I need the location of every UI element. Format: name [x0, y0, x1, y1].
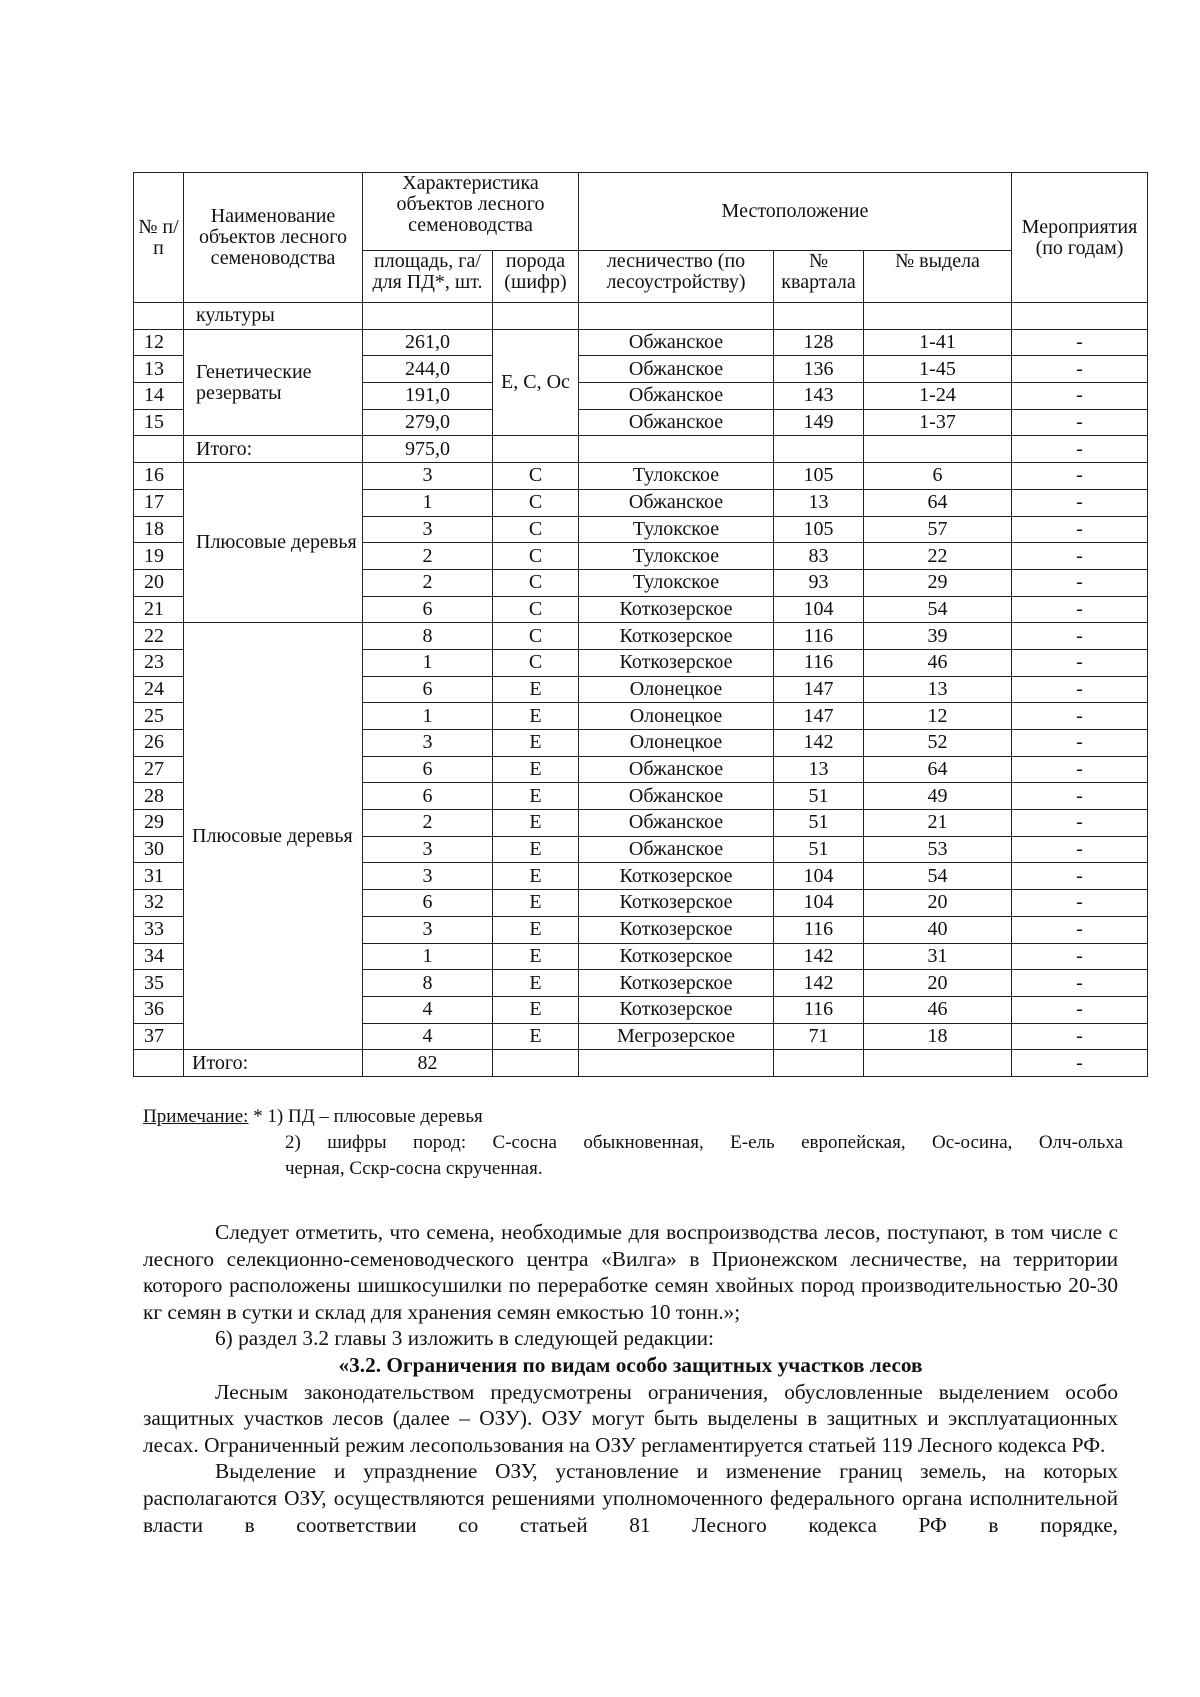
cell-species: С — [493, 623, 579, 650]
cell-empty — [363, 303, 493, 330]
paragraph-seed-center: Следует отметить, что семена, необходимые для воспроизводства лесов, поступают, в том числе с лесного селекционно-семеноводческого центра «Вилга» в Прионежском лесничестве, на территории которого расположены шишкосушилки по переработке семян хвойных пород производительностью 20-30 кг семян в сутки и склад для хранения семян емкостью 10 тонн.»; — [143, 1220, 1118, 1324]
header-characteristics: Характеристика объектов лесного семеноводства — [363, 173, 579, 251]
cell-empty — [1012, 303, 1148, 330]
cell-quarter: 13 — [774, 489, 864, 516]
cell-total-label: Итого: — [184, 436, 363, 463]
cell-num: 23 — [134, 649, 184, 676]
cell-forestry: Коткозерское — [579, 996, 774, 1023]
table-row-total — [134, 436, 1148, 463]
cell-section: 20 — [864, 890, 1012, 917]
cell-area: 1 — [363, 489, 493, 516]
cell-section: 18 — [864, 1023, 1012, 1050]
cell-measures: - — [1012, 516, 1148, 543]
cell-num: 17 — [134, 489, 184, 516]
cell-total-label: Итого: — [184, 1050, 363, 1077]
cell-num: 27 — [134, 756, 184, 783]
header-forestry: лесничество (по лесоустройству) — [579, 251, 774, 303]
cell-quarter: 149 — [774, 409, 864, 436]
cell-forestry: Обжанское — [579, 783, 774, 810]
cell-num: 33 — [134, 916, 184, 943]
cell-species: Е — [493, 996, 579, 1023]
cell-measures: - — [1012, 943, 1148, 970]
cell-measures: - — [1012, 463, 1148, 490]
header-quarter: № квартала — [774, 251, 864, 303]
cell-num: 29 — [134, 810, 184, 837]
seed-objects-table — [133, 172, 1148, 1077]
cell-species: С — [493, 463, 579, 490]
cell-section: 13 — [864, 676, 1012, 703]
cell-name: Генетические резерваты — [184, 329, 363, 436]
header-name: Наименование объектов лесного семеноводства — [184, 173, 363, 303]
cell-measures: - — [1012, 1023, 1148, 1050]
cell-forestry: Обжанское — [579, 329, 774, 356]
cell-forestry: Тулокское — [579, 516, 774, 543]
cell-forestry: Мегрозерское — [579, 1023, 774, 1050]
cell-num — [134, 303, 184, 330]
cell-area: 6 — [363, 596, 493, 623]
cell-num: 36 — [134, 996, 184, 1023]
cell-num: 24 — [134, 676, 184, 703]
cell-area: 3 — [363, 916, 493, 943]
cell-measures: - — [1012, 703, 1148, 730]
cell-forestry: Тулокское — [579, 463, 774, 490]
cell-num: 21 — [134, 596, 184, 623]
cell-num: 35 — [134, 970, 184, 997]
cell-measures: - — [1012, 756, 1148, 783]
cell-measures: - — [1012, 1050, 1148, 1077]
cell-forestry: Коткозерское — [579, 890, 774, 917]
cell-quarter: 147 — [774, 676, 864, 703]
cell-area: 1 — [363, 943, 493, 970]
cell-section: 54 — [864, 596, 1012, 623]
cell-species: Е — [493, 916, 579, 943]
cell-area: 3 — [363, 463, 493, 490]
cell-measures: - — [1012, 596, 1148, 623]
cell-empty — [774, 1050, 864, 1077]
cell-species: Е — [493, 703, 579, 730]
table-body — [134, 303, 1148, 1077]
cell-area: 3 — [363, 836, 493, 863]
cell-area: 3 — [363, 730, 493, 757]
cell-num: 34 — [134, 943, 184, 970]
cell-area: 191,0 — [363, 383, 493, 410]
cell-empty — [864, 436, 1012, 463]
cell-quarter: 71 — [774, 1023, 864, 1050]
table-row — [134, 623, 1148, 650]
header-num: № п/п — [134, 173, 184, 303]
cell-measures: - — [1012, 863, 1148, 890]
cell-section: 52 — [864, 730, 1012, 757]
cell-num: 20 — [134, 569, 184, 596]
cell-quarter: 136 — [774, 356, 864, 383]
cell-area: 4 — [363, 1023, 493, 1050]
cell-num: 15 — [134, 409, 184, 436]
cell-num: 31 — [134, 863, 184, 890]
cell-species: С — [493, 543, 579, 570]
cell-empty — [864, 1050, 1012, 1077]
cell-num: 28 — [134, 783, 184, 810]
cell-section: 1-24 — [864, 383, 1012, 410]
cell-num: 19 — [134, 543, 184, 570]
cell-quarter: 116 — [774, 623, 864, 650]
cell-quarter: 142 — [774, 970, 864, 997]
header-location: Местоположение — [579, 173, 1012, 251]
cell-empty — [579, 436, 774, 463]
cell-forestry: Тулокское — [579, 569, 774, 596]
cell-measures: - — [1012, 970, 1148, 997]
cell-forestry: Тулокское — [579, 543, 774, 570]
cell-area: 6 — [363, 783, 493, 810]
header-measures: Мероприятия (по годам) — [1012, 173, 1148, 303]
cell-quarter: 143 — [774, 383, 864, 410]
paragraph-ozu-allocation: Выделение и упразднение ОЗУ, установление и изменение границ земель, на которых располагаются ОЗУ, осуществляются решениями уполномоченного федерального органа исполнительной власти в соответствии со статьей 81 Лесного кодекса РФ в порядке, — [143, 1459, 1118, 1537]
cell-quarter: 104 — [774, 890, 864, 917]
cell-section: 40 — [864, 916, 1012, 943]
section-heading: «3.2. Ограничения по видам особо защитных участков лесов — [338, 1352, 923, 1377]
cell-species: Е — [493, 970, 579, 997]
cell-measures: - — [1012, 383, 1148, 410]
cell-section: 29 — [864, 569, 1012, 596]
cell-quarter: 116 — [774, 649, 864, 676]
cell-measures: - — [1012, 836, 1148, 863]
cell-empty — [579, 1050, 774, 1077]
cell-forestry: Олонецкое — [579, 730, 774, 757]
cell-measures: - — [1012, 783, 1148, 810]
cell-forestry: Коткозерское — [579, 649, 774, 676]
cell-species: С — [493, 516, 579, 543]
cell-quarter: 51 — [774, 783, 864, 810]
cell-num: 16 — [134, 463, 184, 490]
cell-forestry: Обжанское — [579, 489, 774, 516]
cell-name: Плюсовые деревья — [184, 463, 363, 623]
cell-measures: - — [1012, 569, 1148, 596]
cell-area: 6 — [363, 676, 493, 703]
cell-forestry: Обжанское — [579, 756, 774, 783]
cell-forestry: Олонецкое — [579, 676, 774, 703]
cell-measures: - — [1012, 916, 1148, 943]
header-area: площадь, га/ для ПД*, шт. — [363, 251, 493, 303]
cell-quarter: 147 — [774, 703, 864, 730]
cell-measures: - — [1012, 676, 1148, 703]
header-species: порода (шифр) — [493, 251, 579, 303]
cell-measures: - — [1012, 810, 1148, 837]
cell-area: 8 — [363, 970, 493, 997]
cell-name: культуры — [184, 303, 363, 330]
table-row — [134, 463, 1148, 490]
table-header — [134, 173, 1148, 303]
cell-area: 6 — [363, 890, 493, 917]
table-row — [134, 329, 1148, 356]
body-text — [143, 1219, 1118, 1538]
cell-total-area: 975,0 — [363, 436, 493, 463]
cell-area: 3 — [363, 516, 493, 543]
cell-num — [134, 436, 184, 463]
cell-forestry: Обжанское — [579, 836, 774, 863]
cell-section: 12 — [864, 703, 1012, 730]
cell-species: Е — [493, 836, 579, 863]
cell-forestry: Коткозерское — [579, 623, 774, 650]
cell-quarter: 116 — [774, 996, 864, 1023]
cell-species: Е — [493, 1023, 579, 1050]
cell-species: С — [493, 649, 579, 676]
cell-species: С — [493, 489, 579, 516]
cell-measures: - — [1012, 356, 1148, 383]
cell-forestry: Обжанское — [579, 810, 774, 837]
cell-empty — [864, 303, 1012, 330]
cell-measures: - — [1012, 543, 1148, 570]
cell-area: 1 — [363, 649, 493, 676]
note-label: Примечание: — [143, 1106, 249, 1127]
cell-species: Е, С, Ос — [493, 329, 579, 436]
header-section: № выдела — [864, 251, 1012, 303]
cell-quarter: 128 — [774, 329, 864, 356]
cell-quarter: 105 — [774, 463, 864, 490]
cell-forestry: Коткозерское — [579, 863, 774, 890]
table-row-total — [134, 1050, 1148, 1077]
cell-species: Е — [493, 676, 579, 703]
cell-measures: - — [1012, 730, 1148, 757]
cell-section: 31 — [864, 943, 1012, 970]
cell-species: Е — [493, 730, 579, 757]
cell-measures: - — [1012, 890, 1148, 917]
cell-empty — [579, 303, 774, 330]
cell-section: 22 — [864, 543, 1012, 570]
cell-measures: - — [1012, 436, 1148, 463]
cell-section: 1-45 — [864, 356, 1012, 383]
cell-measures: - — [1012, 649, 1148, 676]
cell-num — [134, 1050, 184, 1077]
cell-quarter: 105 — [774, 516, 864, 543]
cell-section: 39 — [864, 623, 1012, 650]
cell-forestry: Олонецкое — [579, 703, 774, 730]
cell-area: 261,0 — [363, 329, 493, 356]
cell-num: 22 — [134, 623, 184, 650]
cell-num: 37 — [134, 1023, 184, 1050]
cell-measures: - — [1012, 409, 1148, 436]
cell-quarter: 51 — [774, 836, 864, 863]
cell-area: 6 — [363, 756, 493, 783]
cell-name: Плюсовые деревья — [184, 623, 363, 1050]
note-line-1: * 1) ПД – плюсовые деревья — [248, 1106, 483, 1127]
cell-section: 64 — [864, 756, 1012, 783]
cell-forestry: Коткозерское — [579, 970, 774, 997]
cell-area: 1 — [363, 703, 493, 730]
cell-empty — [774, 303, 864, 330]
cell-species: С — [493, 596, 579, 623]
cell-section: 46 — [864, 649, 1012, 676]
cell-quarter: 142 — [774, 943, 864, 970]
cell-section: 21 — [864, 810, 1012, 837]
cell-area: 2 — [363, 543, 493, 570]
cell-quarter: 83 — [774, 543, 864, 570]
cell-quarter: 142 — [774, 730, 864, 757]
cell-quarter: 104 — [774, 596, 864, 623]
cell-forestry: Коткозерское — [579, 916, 774, 943]
paragraph-ozu-restrictions: Лесным законодательством предусмотрены ограничения, обусловленные выделением особо защитных участков лесов (далее – ОЗУ). ОЗУ могут быть выделены в защитных и эксплуатационных лесах. Ограниченный режим лесопользования на ОЗУ регламентируется статьей 119 Лесного кодекса РФ. — [143, 1379, 1118, 1457]
cell-num: 25 — [134, 703, 184, 730]
cell-quarter: 13 — [774, 756, 864, 783]
cell-measures: - — [1012, 329, 1148, 356]
paragraph-amendment: 6) раздел 3.2 главы 3 изложить в следующей редакции: — [215, 1326, 714, 1351]
cell-num: 18 — [134, 516, 184, 543]
cell-area: 8 — [363, 623, 493, 650]
cell-area: 2 — [363, 810, 493, 837]
cell-section: 49 — [864, 783, 1012, 810]
cell-empty — [493, 303, 579, 330]
cell-quarter: 51 — [774, 810, 864, 837]
cell-section: 1-41 — [864, 329, 1012, 356]
cell-empty — [774, 436, 864, 463]
note-line-3: черная, Сскр-сосна скрученная. — [285, 1158, 543, 1179]
cell-measures: - — [1012, 623, 1148, 650]
cell-empty — [493, 436, 579, 463]
cell-quarter: 93 — [774, 569, 864, 596]
cell-area: 4 — [363, 996, 493, 1023]
cell-area: 244,0 — [363, 356, 493, 383]
cell-species: Е — [493, 943, 579, 970]
cell-area: 279,0 — [363, 409, 493, 436]
cell-section: 6 — [864, 463, 1012, 490]
table-row-continuation — [134, 303, 1148, 330]
cell-num: 26 — [134, 730, 184, 757]
cell-quarter: 104 — [774, 863, 864, 890]
cell-species: Е — [493, 890, 579, 917]
cell-species: Е — [493, 863, 579, 890]
cell-section: 20 — [864, 970, 1012, 997]
cell-species: Е — [493, 783, 579, 810]
cell-species: Е — [493, 810, 579, 837]
cell-section: 54 — [864, 863, 1012, 890]
cell-area: 3 — [363, 863, 493, 890]
cell-total-area: 82 — [363, 1050, 493, 1077]
table-note — [143, 1104, 1123, 1182]
cell-num: 32 — [134, 890, 184, 917]
cell-area: 2 — [363, 569, 493, 596]
note-line-2: 2) шифры пород: С-сосна обыкновенная, Е-ель европейская, Ос-осина, Олч-ольха — [285, 1132, 1123, 1153]
cell-forestry: Обжанское — [579, 409, 774, 436]
cell-forestry: Обжанское — [579, 356, 774, 383]
cell-forestry: Коткозерское — [579, 596, 774, 623]
cell-empty — [493, 1050, 579, 1077]
cell-section: 64 — [864, 489, 1012, 516]
cell-num: 12 — [134, 329, 184, 356]
cell-num: 13 — [134, 356, 184, 383]
cell-species: Е — [493, 756, 579, 783]
cell-section: 57 — [864, 516, 1012, 543]
cell-quarter: 116 — [774, 916, 864, 943]
cell-section: 1-37 — [864, 409, 1012, 436]
cell-forestry: Обжанское — [579, 383, 774, 410]
cell-section: 46 — [864, 996, 1012, 1023]
cell-section: 53 — [864, 836, 1012, 863]
cell-forestry: Коткозерское — [579, 943, 774, 970]
cell-num: 14 — [134, 383, 184, 410]
cell-measures: - — [1012, 996, 1148, 1023]
cell-species: С — [493, 569, 579, 596]
cell-num: 30 — [134, 836, 184, 863]
cell-measures: - — [1012, 489, 1148, 516]
